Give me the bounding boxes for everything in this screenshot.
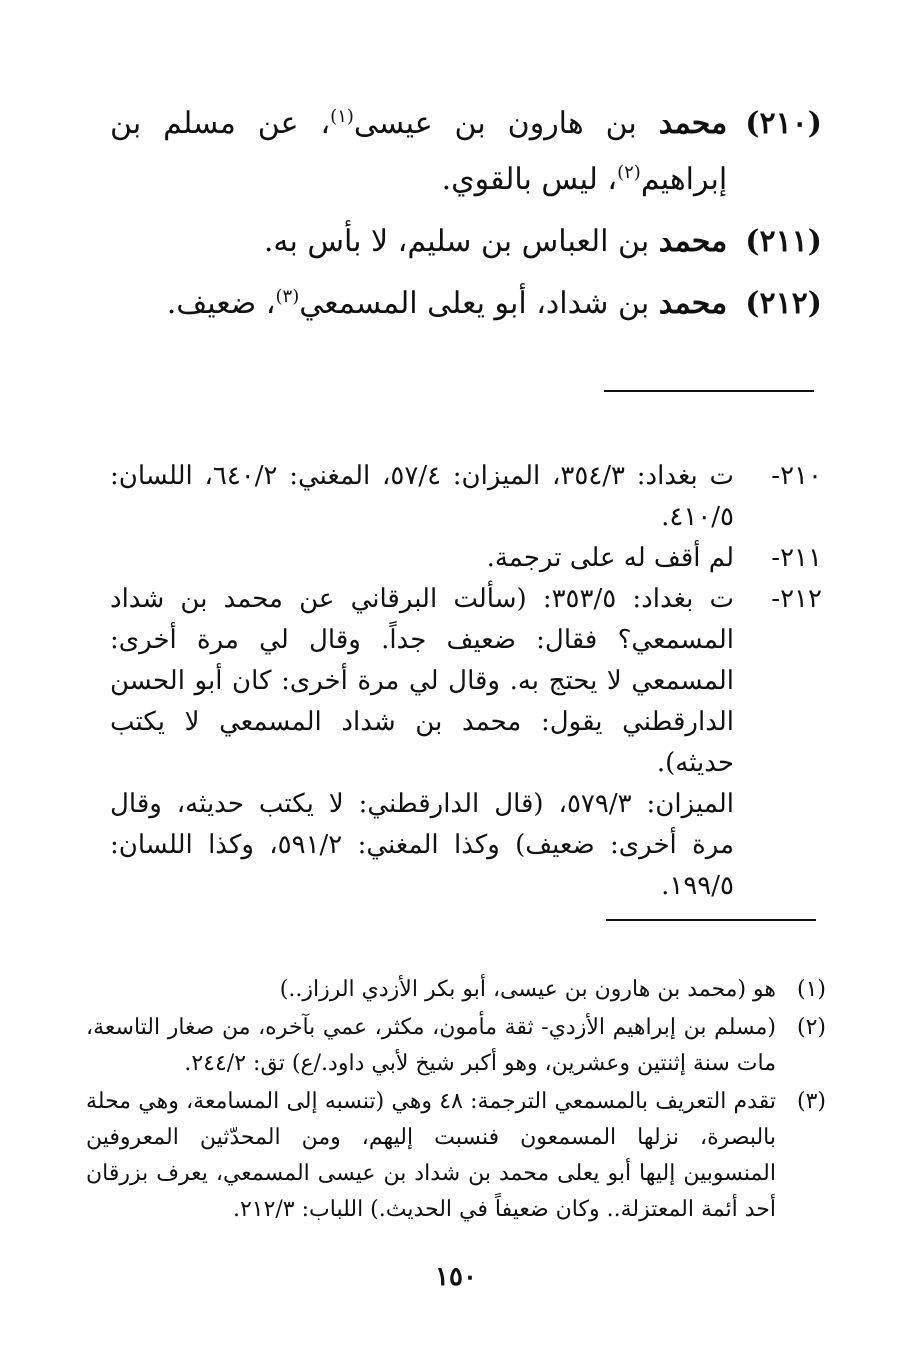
entry-text <box>110 214 727 270</box>
footnote-text: هو (محمد بن هارون بن عيسى، أبو بكر الأزدي الرزاز..) <box>279 977 776 1002</box>
separator-rule <box>604 390 814 392</box>
note-number: ٢١٢- <box>771 584 822 614</box>
entry-text-part: ، ليس بالقوي. <box>441 162 618 197</box>
note-number: ٢١١- <box>771 543 822 573</box>
note-text: الميزان: ٥٧٩/٣، (قال الدارقطني: لا يكتب حديثه، وقال مرة أخرى: ضعيف) وكذا المغني: ٥٩١/٢، وكذا اللسان: ١٩٩/٥. <box>110 789 735 901</box>
footnote-ref: (٢) <box>617 162 641 183</box>
page-number: ١٥٠ <box>435 1262 477 1292</box>
note-211 <box>110 538 822 579</box>
entry-text-part: بن العباس بن سليم، لا بأس به. <box>263 224 659 259</box>
footnote-number: (٣) <box>796 1089 826 1114</box>
entry-name: محمد <box>658 106 728 141</box>
footnote-ref: (١) <box>330 106 354 127</box>
entry-211 <box>110 214 822 270</box>
note-210 <box>110 456 822 538</box>
entry-number: (٢١٠) <box>745 106 822 141</box>
entry-name: محمد <box>658 224 728 259</box>
note-number: ٢١٠- <box>771 461 822 491</box>
entry-text <box>110 96 727 208</box>
entry-text-part: بن هارون بن عيسى <box>353 106 659 141</box>
entry-210 <box>110 96 822 208</box>
footnotes <box>86 972 826 1230</box>
footnote-3 <box>86 1084 826 1228</box>
footnote-ref: (٣) <box>275 286 300 307</box>
note-text: ت بغداد: ٣٥٣/٥: (سألت البرقاني عن محمد بن شداد المسمعي؟ فقال: ضعيف جداً. وقال لي مرة أخرى: المسمعي لا يحتج به. وقال لي مرة أخرى: كان أبو الحسن الدارقطني يقول: محمد بن شداد المسمعي لا يكتب حديثه). <box>110 584 735 778</box>
note-text: ت بغداد: ٣٥٤/٣، الميزان: ٥٧/٤، المغني: ٦٤٠/٢، اللسان: ٤١٠/٥. <box>110 461 734 532</box>
footnote-rule <box>606 919 816 921</box>
note-text: لم أقف له على ترجمة. <box>486 543 734 573</box>
entry-text <box>110 276 727 332</box>
source-notes <box>110 456 822 907</box>
note-212 <box>110 579 822 907</box>
entry-number: (٢١٢) <box>745 286 822 321</box>
entry-name: محمد <box>658 286 728 321</box>
footnote-number: (٢) <box>796 1015 826 1040</box>
note-body <box>110 579 734 907</box>
entry-text-part: ، ضعيف. <box>166 286 276 321</box>
footnote-2 <box>86 1010 826 1082</box>
entry-212 <box>110 276 822 332</box>
footnote-text: (مسلم بن إبراهيم الأزدي- ثقة مأمون، مكثر، عمي بآخره، من صغار التاسعة، مات سنة إثنتين وعشرين، وهو أكبر شيخ لأبي داود./ع) تق: ٢٤٤/٢. <box>86 1015 776 1076</box>
narrator-entries <box>110 96 822 338</box>
entry-number: (٢١١) <box>745 224 822 259</box>
footnote-number: (١) <box>796 977 826 1002</box>
entry-text-part: ، عن مسلم بن إبراهيم <box>110 106 728 197</box>
footnote-1 <box>86 972 826 1008</box>
entry-text-part: بن شداد، أبو يعلى المسمعي <box>299 286 659 321</box>
footnote-text: تقدم التعريف بالمسمعي الترجمة: ٤٨ وهي (تنسبه إلى المسامعة، وهي محلة بالبصرة، نزلها المسمعون فنسبت إليهم، ومن المحدّثين المعروفين المنسوبين إليها أبو يعلى محمد بن شداد بن عيسى المسمعي، يعرف بزرقان أحد أئمة المعتزلة.. وكان ضعيفاً في الحديث.) اللباب: ٢١٢/٣. <box>86 1089 776 1222</box>
